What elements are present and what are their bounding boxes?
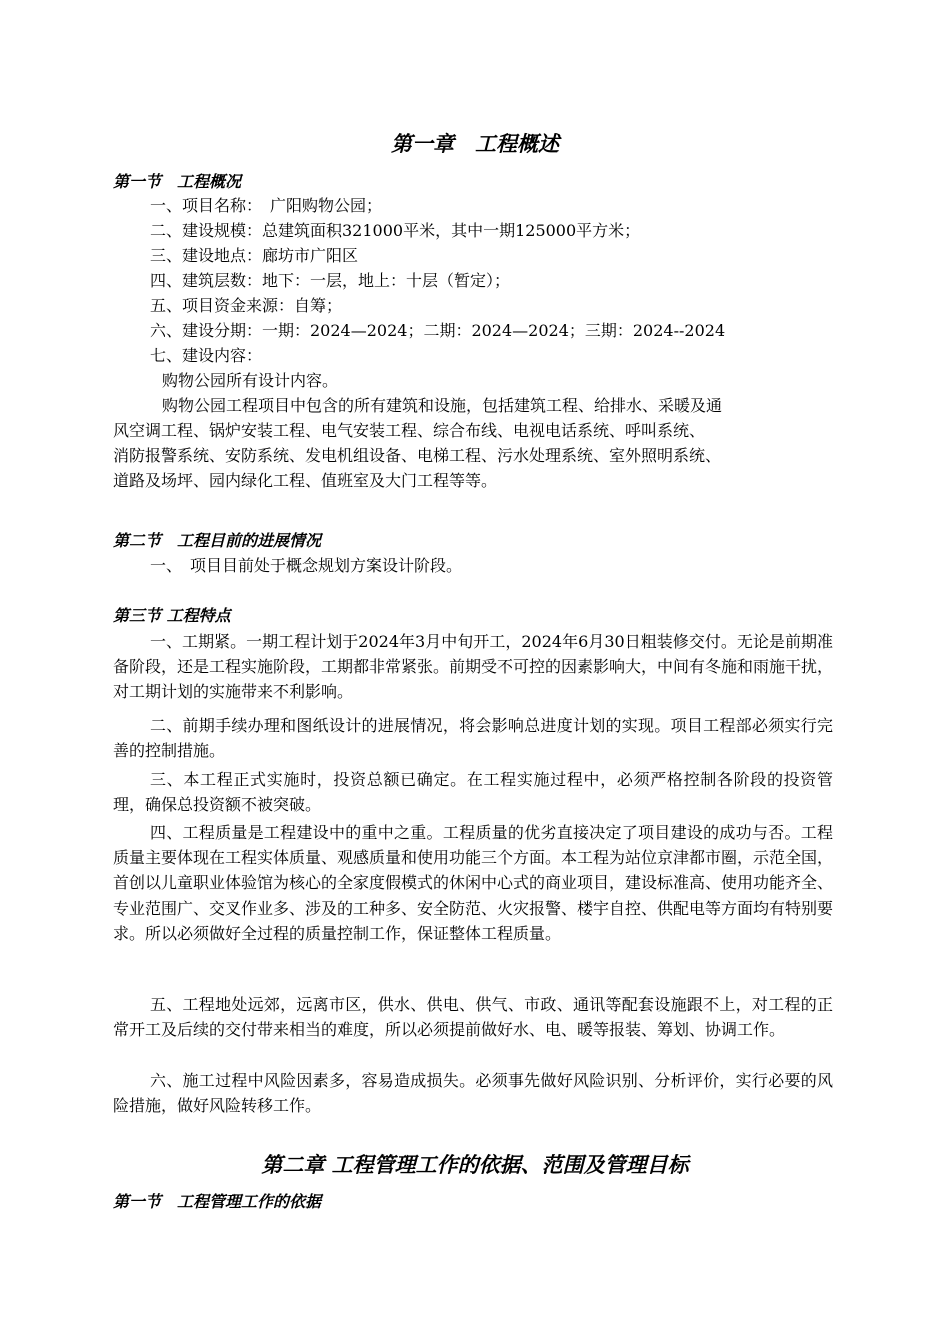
paragraph: 六、施工过程中风险因素多，容易造成损失。必须事先做好风险识别、分析评价，实行必要的风险措施，做好风险转移工作。: [113, 1071, 833, 1116]
section-1-1-title: 第一节 工程概况: [113, 172, 242, 191]
list-item: 四、建筑层数：地下：一层，地上：十层（暂定）；: [150, 271, 511, 290]
section-1-3-title: 第三节 工程特点: [113, 606, 231, 625]
chapter-1-title: 第一章 工程概述: [391, 132, 559, 156]
chapter-2-title: 第二章 工程管理工作的依据、范围及管理目标: [261, 1153, 689, 1177]
list-item: 七、建设内容：: [150, 346, 263, 365]
list-item: 一、 项目目前处于概念规划方案设计阶段。: [150, 556, 463, 575]
content-line: 消防报警系统、安防系统、发电机组设备、电梯工程、污水处理系统、室外照明系统、: [113, 446, 722, 465]
list-item: 二、建设规模：总建筑面积321000平米，其中一期125000平方米；: [150, 221, 641, 240]
content-line: 风空调工程、锅炉安装工程、电气安装工程、综合布线、电视电话系统、呼叫系统、: [113, 421, 706, 440]
list-item: 五、项目资金来源：自筹；: [150, 296, 343, 315]
section-1-2-title: 第二节 工程目前的进展情况: [113, 531, 322, 550]
paragraph: 二、前期手续办理和图纸设计的进展情况，将会影响总进度计划的实现。项目工程部必须实行完善的控制措施。: [113, 716, 833, 761]
paragraph: 五、工程地处远郊，远离市区，供水、供电、供气、市政、通讯等配套设施跟不上，对工程的正常开工及后续的交付带来相当的难度，所以必须提前做好水、电、暖等报装、筹划、协调工作。: [113, 995, 833, 1040]
paragraph: 一、工期紧。一期工程计划于2024年3月中旬开工，2024年6月30日粗装修交付。无论是前期准备阶段，还是工程实施阶段，工期都非常紧张。前期受不可控的因素影响大，中间有冬施和雨施干扰，对工期计划的实施带来不利影响。: [113, 632, 834, 702]
section-2-1-title: 第一节 工程管理工作的依据: [113, 1192, 322, 1211]
content-line: 购物公园工程项目中包含的所有建筑和设施，包括建筑工程、给排水、采暖及通: [162, 396, 723, 415]
content-line: 道路及场坪、园内绿化工程、值班室及大门工程等等。: [113, 471, 498, 490]
list-item: 六、建设分期：一期：2024—2024；二期：2024—2024；三期：2024--2024: [150, 321, 726, 340]
list-item: 一、项目名称： 广阳购物公园；: [150, 196, 383, 215]
paragraph: 四、工程质量是工程建设中的重中之重。工程质量的优劣直接决定了项目建设的成功与否。工程质量主要体现在工程实体质量、观感质量和使用功能三个方面。本工程为站位京津都市圈，示范全国，首创以儿童职业体验馆为核心的全家度假模式的休闲中心式的商业项目，建设标准高、使用功能齐全、专业范围广、交叉作业多、涉及的工种多、安全防范、火灾报警、楼宇自控、供配电等方面均有特别要求。所以必须做好全过程的质量控制工作，保证整体工程质量。: [113, 823, 834, 943]
list-item: 三、建设地点：廊坊市广阳区: [150, 246, 359, 265]
paragraph: 三、本工程正式实施时，投资总额已确定。在工程实施过程中，必须严格控制各阶段的投资管理，确保总投资额不被突破。: [113, 770, 833, 815]
content-line: 购物公园所有设计内容。: [162, 371, 339, 390]
